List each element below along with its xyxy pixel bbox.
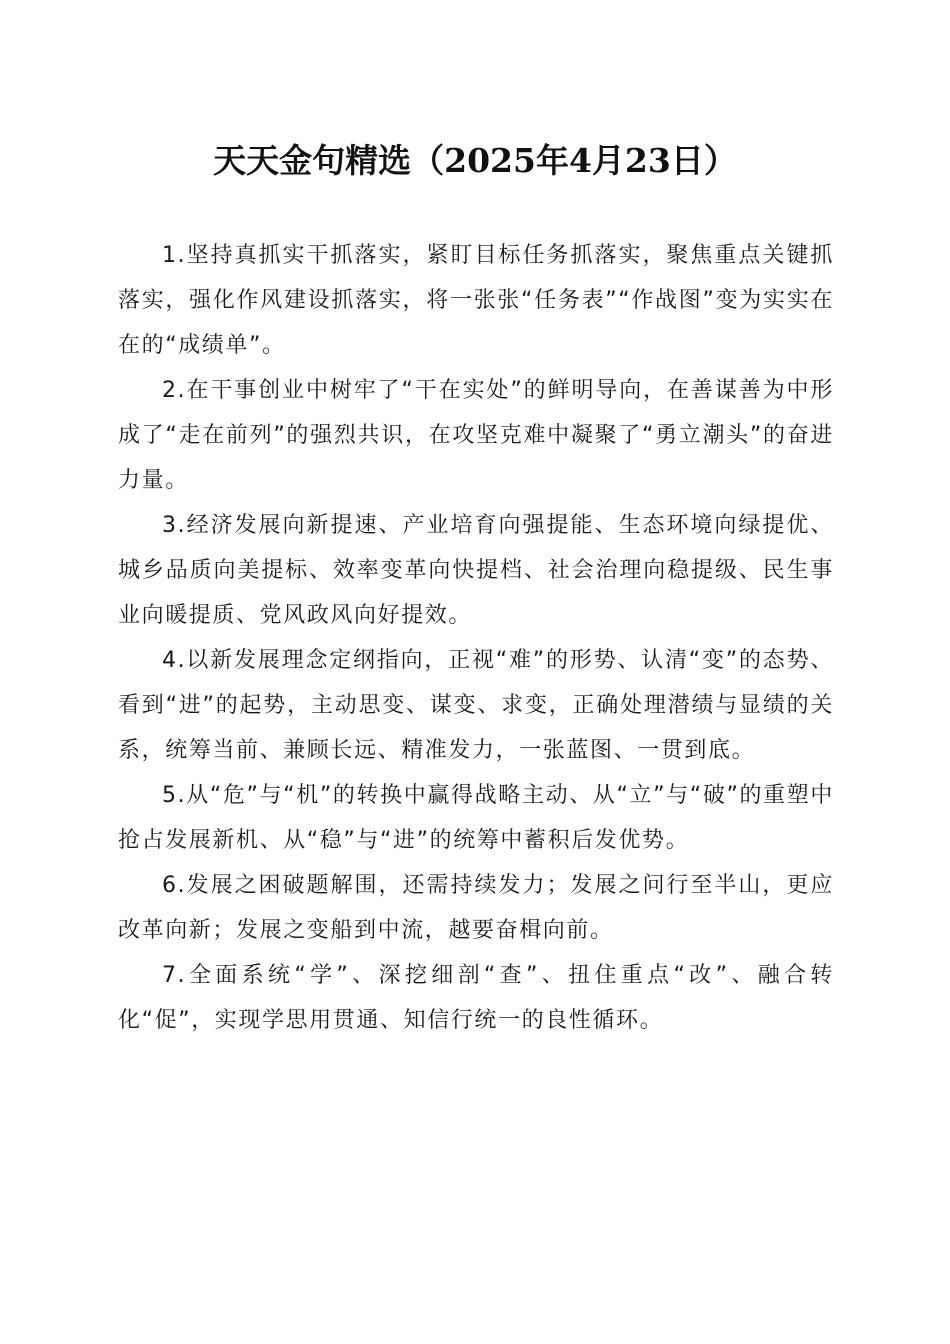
quote-item-4: 4.以新发展理念定纲指向，正视“难”的形势、认清“变”的态势、看到“进”的起势，主动思变、谋变、求变，正确处理潜绩与显绩的关系，统筹当前、兼顾长远、精准发力，一张蓝图、一贯到底。 xyxy=(118,648,834,763)
quote-item-6: 6.发展之困破题解围，还需持续发力；发展之问行至半山，更应改革向新；发展之变船到中流，越要奋楫向前。 xyxy=(118,873,834,943)
quote-item-1: 1.坚持真抓实干抓落实，紧盯目标任务抓落实，聚焦重点关键抓落实，强化作风建设抓落实，将一张张“任务表”“作战图”变为实实在在的“成绩单”。 xyxy=(118,243,834,358)
page-title: 天天金句精选（2025年4月23日） xyxy=(213,141,737,180)
document-body xyxy=(118,233,834,1043)
quote-item-2: 2.在干事创业中树牢了“干在实处”的鲜明导向，在善谋善为中形成了“走在前列”的强烈共识，在攻坚克难中凝聚了“勇立潮头”的奋进力量。 xyxy=(118,378,834,493)
quote-item-5: 5.从“危”与“机”的转换中赢得战略主动、从“立”与“破”的重塑中抢占发展新机、从“稳”与“进”的统筹中蓄积后发优势。 xyxy=(118,783,834,853)
quote-item-3: 3.经济发展向新提速、产业培育向强提能、生态环境向绿提优、城乡品质向美提标、效率变革向快提档、社会治理向稳提级、民生事业向暖提质、党风政风向好提效。 xyxy=(118,513,834,628)
quote-item-7: 7.全面系统“学”、深挖细剖“查”、扭住重点“改”、融合转化“促”，实现学思用贯通、知信行统一的良性循环。 xyxy=(118,963,834,1033)
